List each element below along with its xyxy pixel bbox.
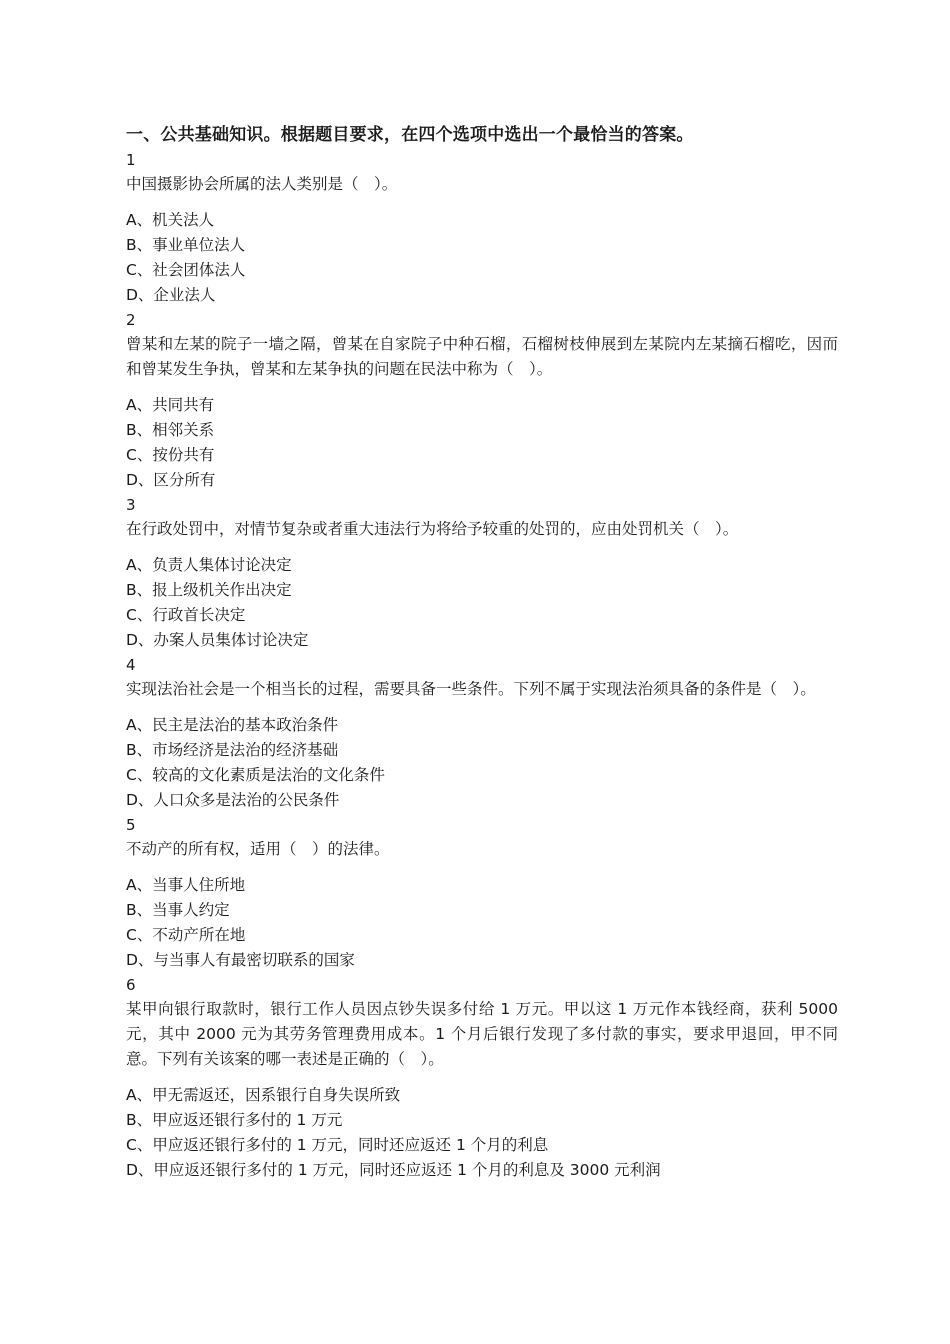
question-number: 6 xyxy=(126,976,136,994)
option-c: C、较高的文化素质是法治的文化条件 xyxy=(126,766,385,784)
option-d: D、人口众多是法治的公民条件 xyxy=(126,791,340,809)
question-number: 4 xyxy=(126,656,136,674)
option-list xyxy=(126,1083,838,1183)
option-a: A、机关法人 xyxy=(126,211,215,229)
question-2 xyxy=(126,308,838,493)
section-title: 一、公共基础知识。根据题目要求，在四个选项中选出一个最恰当的答案。 xyxy=(126,125,694,145)
question-text: 不动产的所有权，适用（ ）的法律。 xyxy=(126,840,390,858)
option-d: D、甲应返还银行多付的 1 万元，同时还应返还 1 个月的利息及 3000 元利润 xyxy=(126,1161,661,1179)
question-number: 3 xyxy=(126,496,136,514)
option-c: C、不动产所在地 xyxy=(126,926,246,944)
option-a: A、负责人集体讨论决定 xyxy=(126,556,292,574)
question-3 xyxy=(126,493,838,653)
option-b: B、甲应返还银行多付的 1 万元 xyxy=(126,1111,343,1129)
question-number: 5 xyxy=(126,816,136,834)
question-6 xyxy=(126,973,838,1183)
option-a: A、共同共有 xyxy=(126,396,215,414)
option-b: B、市场经济是法治的经济基础 xyxy=(126,741,339,759)
option-d: D、与当事人有最密切联系的国家 xyxy=(126,951,355,969)
question-text: 某甲向银行取款时，银行工作人员因点钞失误多付给 1 万元。甲以这 1 万元作本钱经商，获利 5000 元，其中 2000 元为其劳务管理费用成本。1 个月后银行发现了多付款的事实，要求甲退回，甲不同意。下列有关该案的哪一表述是正确的（ ）。 xyxy=(126,1000,838,1068)
option-a: A、当事人住所地 xyxy=(126,876,246,894)
option-list xyxy=(126,873,838,973)
question-text: 实现法治社会是一个相当长的过程，需要具备一些条件。下列不属于实现法治须具备的条件是（ ）。 xyxy=(126,680,816,698)
option-d: D、区分所有 xyxy=(126,471,216,489)
option-c: C、按份共有 xyxy=(126,446,215,464)
option-c: C、甲应返还银行多付的 1 万元，同时还应返还 1 个月的利息 xyxy=(126,1136,549,1154)
option-list xyxy=(126,553,838,653)
option-a: A、甲无需返还，因系银行自身失误所致 xyxy=(126,1086,401,1104)
option-b: B、事业单位法人 xyxy=(126,236,246,254)
option-c: C、社会团体法人 xyxy=(126,261,246,279)
option-list xyxy=(126,208,838,308)
question-5 xyxy=(126,813,838,973)
option-d: D、企业法人 xyxy=(126,286,216,304)
question-text: 在行政处罚中，对情节复杂或者重大违法行为将给予较重的处罚的，应由处罚机关（ ）。 xyxy=(126,520,739,538)
option-d: D、办案人员集体讨论决定 xyxy=(126,631,309,649)
question-1 xyxy=(126,148,838,308)
option-b: B、相邻关系 xyxy=(126,421,215,439)
document-page xyxy=(126,122,838,1183)
option-list xyxy=(126,393,838,493)
option-c: C、行政首长决定 xyxy=(126,606,246,624)
question-text: 曾某和左某的院子一墙之隔，曾某在自家院子中种石榴，石榴树枝伸展到左某院内左某摘石榴吃，因而和曾某发生争执，曾某和左某争执的问题在民法中称为（ ）。 xyxy=(126,335,838,378)
option-a: A、民主是法治的基本政治条件 xyxy=(126,716,339,734)
option-b: B、当事人约定 xyxy=(126,901,230,919)
question-number: 2 xyxy=(126,311,136,329)
question-number: 1 xyxy=(126,151,136,169)
question-4 xyxy=(126,653,838,813)
option-b: B、报上级机关作出决定 xyxy=(126,581,292,599)
question-text: 中国摄影协会所属的法人类别是（ ）。 xyxy=(126,175,398,193)
option-list xyxy=(126,713,838,813)
